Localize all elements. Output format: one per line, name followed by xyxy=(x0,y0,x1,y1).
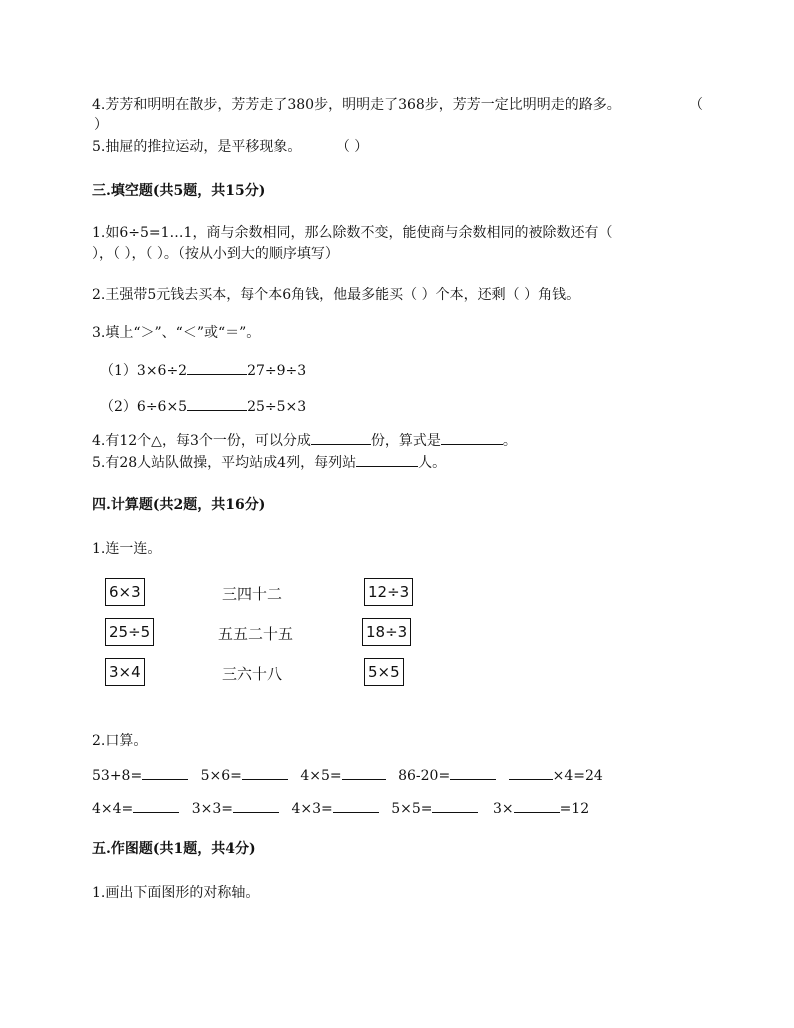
oral-item: 3× xyxy=(492,801,514,817)
answer-paren-open[interactable]: （ xyxy=(689,97,703,113)
oral-item: 4×4= xyxy=(92,801,134,817)
match-middle-word-3[interactable]: 三六十八 xyxy=(222,665,283,683)
compare-right-expression: 27÷9÷3 xyxy=(247,363,307,379)
match-right-box-1[interactable]: 12÷3 xyxy=(364,578,413,606)
fill-question-5 xyxy=(92,452,446,472)
fill-question-4-part-a: 4.有12个△，每3个一份，可以分成 xyxy=(92,433,311,449)
oral-row-1 xyxy=(92,765,603,784)
oral-item: 86-20= xyxy=(398,768,451,784)
judge-question-4-text: 4.芳芳和明明在散步，芳芳走了380步，明明走了368步，芳芳一定比明明走的路多。 xyxy=(92,97,621,113)
fill-question-1-line-2: ），（ ），（ ）。（按从小到大的顺序填写） xyxy=(92,246,339,262)
fill-question-3-b xyxy=(100,396,306,416)
answer-blank[interactable] xyxy=(142,765,188,780)
fill-question-5-part-b: 人。 xyxy=(418,455,447,471)
oral-item: 3×3= xyxy=(191,801,234,817)
oral-item: 4×5= xyxy=(300,768,342,784)
answer-blank[interactable] xyxy=(441,430,503,445)
fill-question-4 xyxy=(92,430,517,450)
fill-question-3-a xyxy=(100,360,306,380)
match-middle-word-1[interactable]: 三四十二 xyxy=(222,585,283,603)
oral-row-2 xyxy=(92,798,589,817)
answer-blank[interactable] xyxy=(450,765,496,780)
answer-blank[interactable] xyxy=(342,765,386,780)
oral-item: 53+8= xyxy=(92,768,143,784)
answer-paren[interactable]: （ ） xyxy=(335,139,369,155)
answer-blank[interactable] xyxy=(432,798,478,813)
compare-blank[interactable] xyxy=(187,360,247,375)
fill-question-3-intro: 3.填上“＞”、“＜”或“＝”。 xyxy=(92,325,261,341)
match-right-box-2[interactable]: 18÷3 xyxy=(362,618,411,646)
calc-question-2-label: 2.口算。 xyxy=(92,733,148,749)
fill-question-2: 2.王强带5元钱去买本，每个本6角钱，他最多能买（ ）个本，还剩（ ）角钱。 xyxy=(92,287,581,303)
judge-question-5 xyxy=(92,136,368,156)
answer-blank[interactable] xyxy=(133,798,179,813)
match-left-box-2[interactable]: 25÷5 xyxy=(105,618,154,646)
oral-item: 4×3= xyxy=(291,801,333,817)
judge-question-5-text: 5.抽屉的推拉运动，是平移现象。 xyxy=(92,139,302,155)
compare-blank[interactable] xyxy=(187,396,247,411)
compare-left-expression: （2）6÷6×5 xyxy=(100,399,188,415)
oral-item: 5×6= xyxy=(200,768,242,784)
fill-question-1-line-1: 1.如6÷5=1…1，商与余数相同，那么除数不变，能使商与余数相同的被除数还有（ xyxy=(92,225,613,241)
match-left-box-1[interactable]: 6×3 xyxy=(105,578,145,606)
section-heading-draw: 五.作图题(共1题，共4分) xyxy=(92,841,256,857)
oral-item: =12 xyxy=(559,801,590,817)
answer-blank[interactable] xyxy=(311,430,371,445)
answer-blank[interactable] xyxy=(333,798,379,813)
compare-left-expression: （1）3×6÷2 xyxy=(100,363,188,379)
answer-blank[interactable] xyxy=(509,765,553,780)
fill-question-5-part-a: 5.有28人站队做操，平均站成4列，每列站 xyxy=(92,455,357,471)
fill-question-4-part-b: 份，算式是 xyxy=(370,433,441,449)
section-heading-calc: 四.计算题(共2题，共16分) xyxy=(92,497,266,513)
compare-right-expression: 25÷5×3 xyxy=(247,399,307,415)
oral-item: ×4=24 xyxy=(552,768,603,784)
fill-question-4-part-c: 。 xyxy=(502,433,517,449)
judge-question-4 xyxy=(92,94,621,114)
oral-item: 5×5= xyxy=(391,801,433,817)
answer-blank[interactable] xyxy=(233,798,279,813)
match-left-box-3[interactable]: 3×4 xyxy=(105,658,145,686)
match-middle-word-2[interactable]: 五五二十五 xyxy=(218,625,294,643)
section-heading-fill: 三.填空题(共5题，共15分) xyxy=(92,183,266,199)
answer-blank[interactable] xyxy=(242,765,288,780)
draw-question-1: 1.画出下面图形的对称轴。 xyxy=(92,885,260,901)
answer-paren-close[interactable]: ） xyxy=(94,117,108,133)
match-right-box-3[interactable]: 5×5 xyxy=(364,658,404,686)
calc-question-1-label: 1.连一连。 xyxy=(92,541,162,557)
answer-blank[interactable] xyxy=(356,452,418,467)
answer-blank[interactable] xyxy=(514,798,560,813)
